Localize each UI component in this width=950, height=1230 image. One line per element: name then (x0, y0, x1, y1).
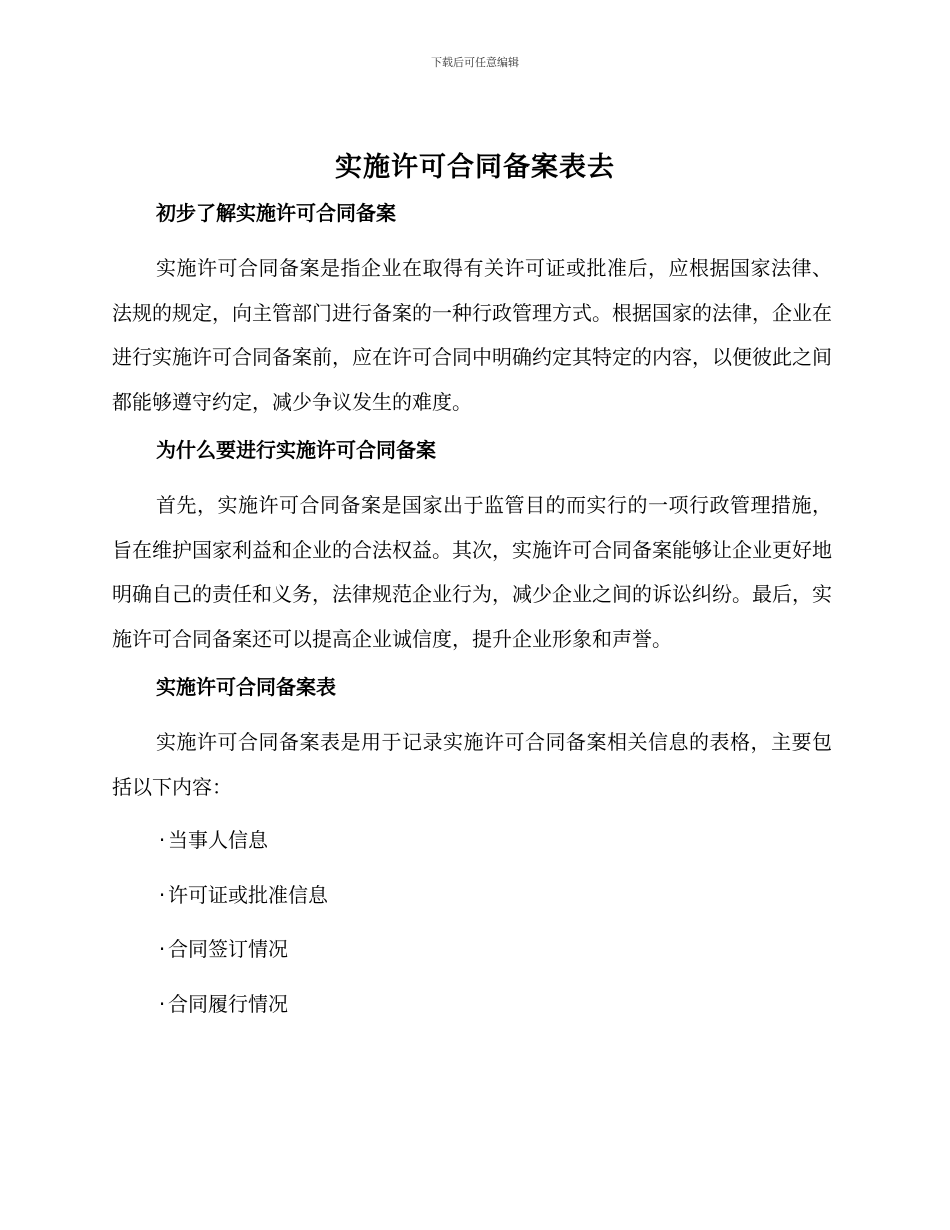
content-list (112, 818, 832, 1026)
section-paragraph: 实施许可合同备案是指企业在取得有关许可证或批准后，应根据国家法律、法规的规定，向主管部门进行备案的一种行政管理方式。根据国家的法律，企业在进行实施许可合同备案前，应在许可合同中明确约定其特定的内容，以便彼此之间都能够遵守约定，减少争议发生的难度。 (112, 256, 832, 414)
list-item-label: 当事人信息 (168, 828, 268, 852)
list-item (112, 818, 832, 863)
document-title: 实施许可合同备案表去 (335, 152, 615, 183)
section-paragraph: 首先，实施许可合同备案是国家出于监管目的而实行的一项行政管理措施，旨在维护国家利益和企业的合法权益。其次，实施许可合同备案能够让企业更好地明确自己的责任和义务，法律规范企业行为，减少企业之间的诉讼纠纷。最后，实施许可合同备案还可以提高企业诚信度，提升企业形象和声誉。 (112, 493, 832, 651)
bullet-icon: · (158, 828, 166, 852)
list-item-label: 合同履行情况 (168, 991, 288, 1016)
section-heading: 为什么要进行实施许可合同备案 (156, 438, 436, 462)
list-item-label: 许可证或批准信息 (168, 882, 328, 907)
header-note: 下载后可任意编辑 (431, 56, 519, 69)
section-reasons (112, 433, 832, 670)
section-heading: 初步了解实施许可合同备案 (156, 201, 396, 225)
list-item-label: 合同签订情况 (168, 937, 288, 961)
bullet-icon: · (158, 937, 166, 961)
list-item (112, 873, 832, 918)
section-intro (112, 196, 832, 433)
list-item (112, 927, 832, 972)
document-body (112, 196, 832, 1036)
section-heading: 实施许可合同备案表 (156, 675, 336, 699)
list-item (112, 982, 832, 1027)
section-form (112, 670, 832, 1026)
bullet-icon: · (158, 991, 166, 1016)
section-paragraph: 实施许可合同备案表是用于记录实施许可合同备案相关信息的表格，主要包括以下内容： (112, 730, 832, 799)
bullet-icon: · (158, 882, 166, 907)
